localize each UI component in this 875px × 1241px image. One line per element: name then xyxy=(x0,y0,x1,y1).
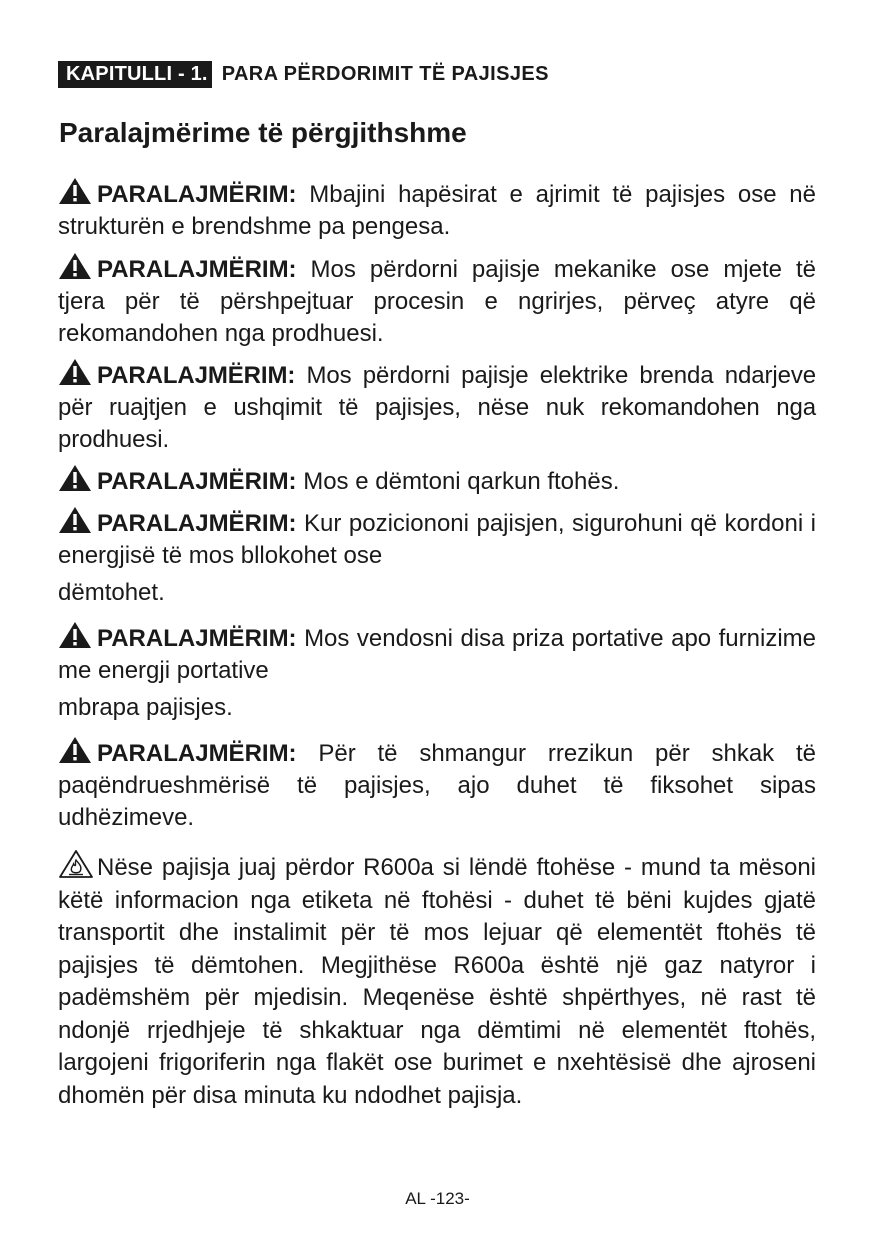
warning-text: Mos vendosni disa priza portative apo furnizime me energji portative xyxy=(58,625,817,684)
warning-label: PARALAJMËRIM: xyxy=(97,625,297,652)
warning-label: PARALAJMËRIM: xyxy=(97,510,297,537)
warning-text: Mos përdorni pajisje mekanike ose mjete të tjera për të përshpejtuar procesin e ngrirjes, përveç atyre që rekomandohen nga prodhuesi. xyxy=(58,256,817,347)
warning-item-6 xyxy=(58,621,816,687)
warning-label: PARALAJMËRIM: xyxy=(97,256,297,283)
warning-item-5 xyxy=(58,506,816,572)
warning-item-2 xyxy=(58,252,816,350)
warning-text: Mbajini hapësirat e ajrimit të pajisjes ose në strukturën e brendshme pa pengesa. xyxy=(58,181,817,240)
warning-text: Kur poziciononi pajisjen, sigurohuni që kordoni i energjisë të mos bllokohet ose xyxy=(58,510,816,569)
flammable-warning-icon xyxy=(58,849,94,879)
warning-label: PARALAJMËRIM: xyxy=(97,362,296,389)
warning-item-3 xyxy=(58,358,816,456)
warning-triangle-icon xyxy=(58,736,92,764)
warning-text-continued: mbrapa pajisjes. xyxy=(58,694,233,721)
warning-triangle-icon xyxy=(58,621,92,649)
warning-label: PARALAJMËRIM: xyxy=(97,468,297,495)
warning-text: Për të shmangur rrezikun për shkak të paqëndrueshmërisë të pajisjes, ajo duhet të fiksohet sipas udhëzimeve. xyxy=(58,740,817,831)
warning-text-continued: dëmtohet. xyxy=(58,579,165,606)
warning-triangle-icon xyxy=(58,358,92,386)
section-heading: Paralajmërime të përgjithshme xyxy=(59,117,467,148)
warning-triangle-icon xyxy=(58,464,92,492)
chapter-label: KAPITULLI - 1. xyxy=(58,61,212,88)
warning-triangle-icon xyxy=(58,506,92,534)
warning-item-7 xyxy=(58,736,816,834)
warning-text: Mos e dëmtoni qarkun ftohës. xyxy=(303,468,620,495)
page-number: AL -123- xyxy=(405,1189,470,1208)
note-text: Nëse pajisja juaj përdor R600a si lëndë ftohëse - mund ta mësoni këtë informacion nga etiketa në ftohësi - duhet të bëni kujdes gjatë transportit dhe instalimit për të mos lejuar që elementët ftohës të pajisjes të dëmtohen. Megjithëse R600a është një gaz natyror i padëmshëm për mjedisin. Meqenëse është shpërthyes, në rast të ndonjë rrjedhjeje të shkaktuar nga dëmtimi në elementët ftohës, largojeni frigoriferin nga flakët ose burimet e nxehtësisë dhe ajroseni dhomën për disa minuta ku ndodhet pajisja. xyxy=(58,854,816,1109)
warning-triangle-icon xyxy=(58,252,92,280)
warning-triangle-icon xyxy=(58,177,92,205)
warning-item-1 xyxy=(58,177,816,243)
refrigerant-note xyxy=(58,849,816,1112)
warning-label: PARALAJMËRIM: xyxy=(97,181,297,208)
warning-item-4 xyxy=(58,464,816,498)
warning-text: Mos përdorni pajisje elektrike brenda ndarjeve për ruajtjen e ushqimit të pajisjes, nëse nuk rekomandohen nga prodhuesi. xyxy=(58,362,816,453)
chapter-title: PARA PËRDORIMIT TË PAJISJES xyxy=(221,63,549,85)
chapter-header xyxy=(58,61,549,88)
warning-label: PARALAJMËRIM: xyxy=(97,740,297,767)
